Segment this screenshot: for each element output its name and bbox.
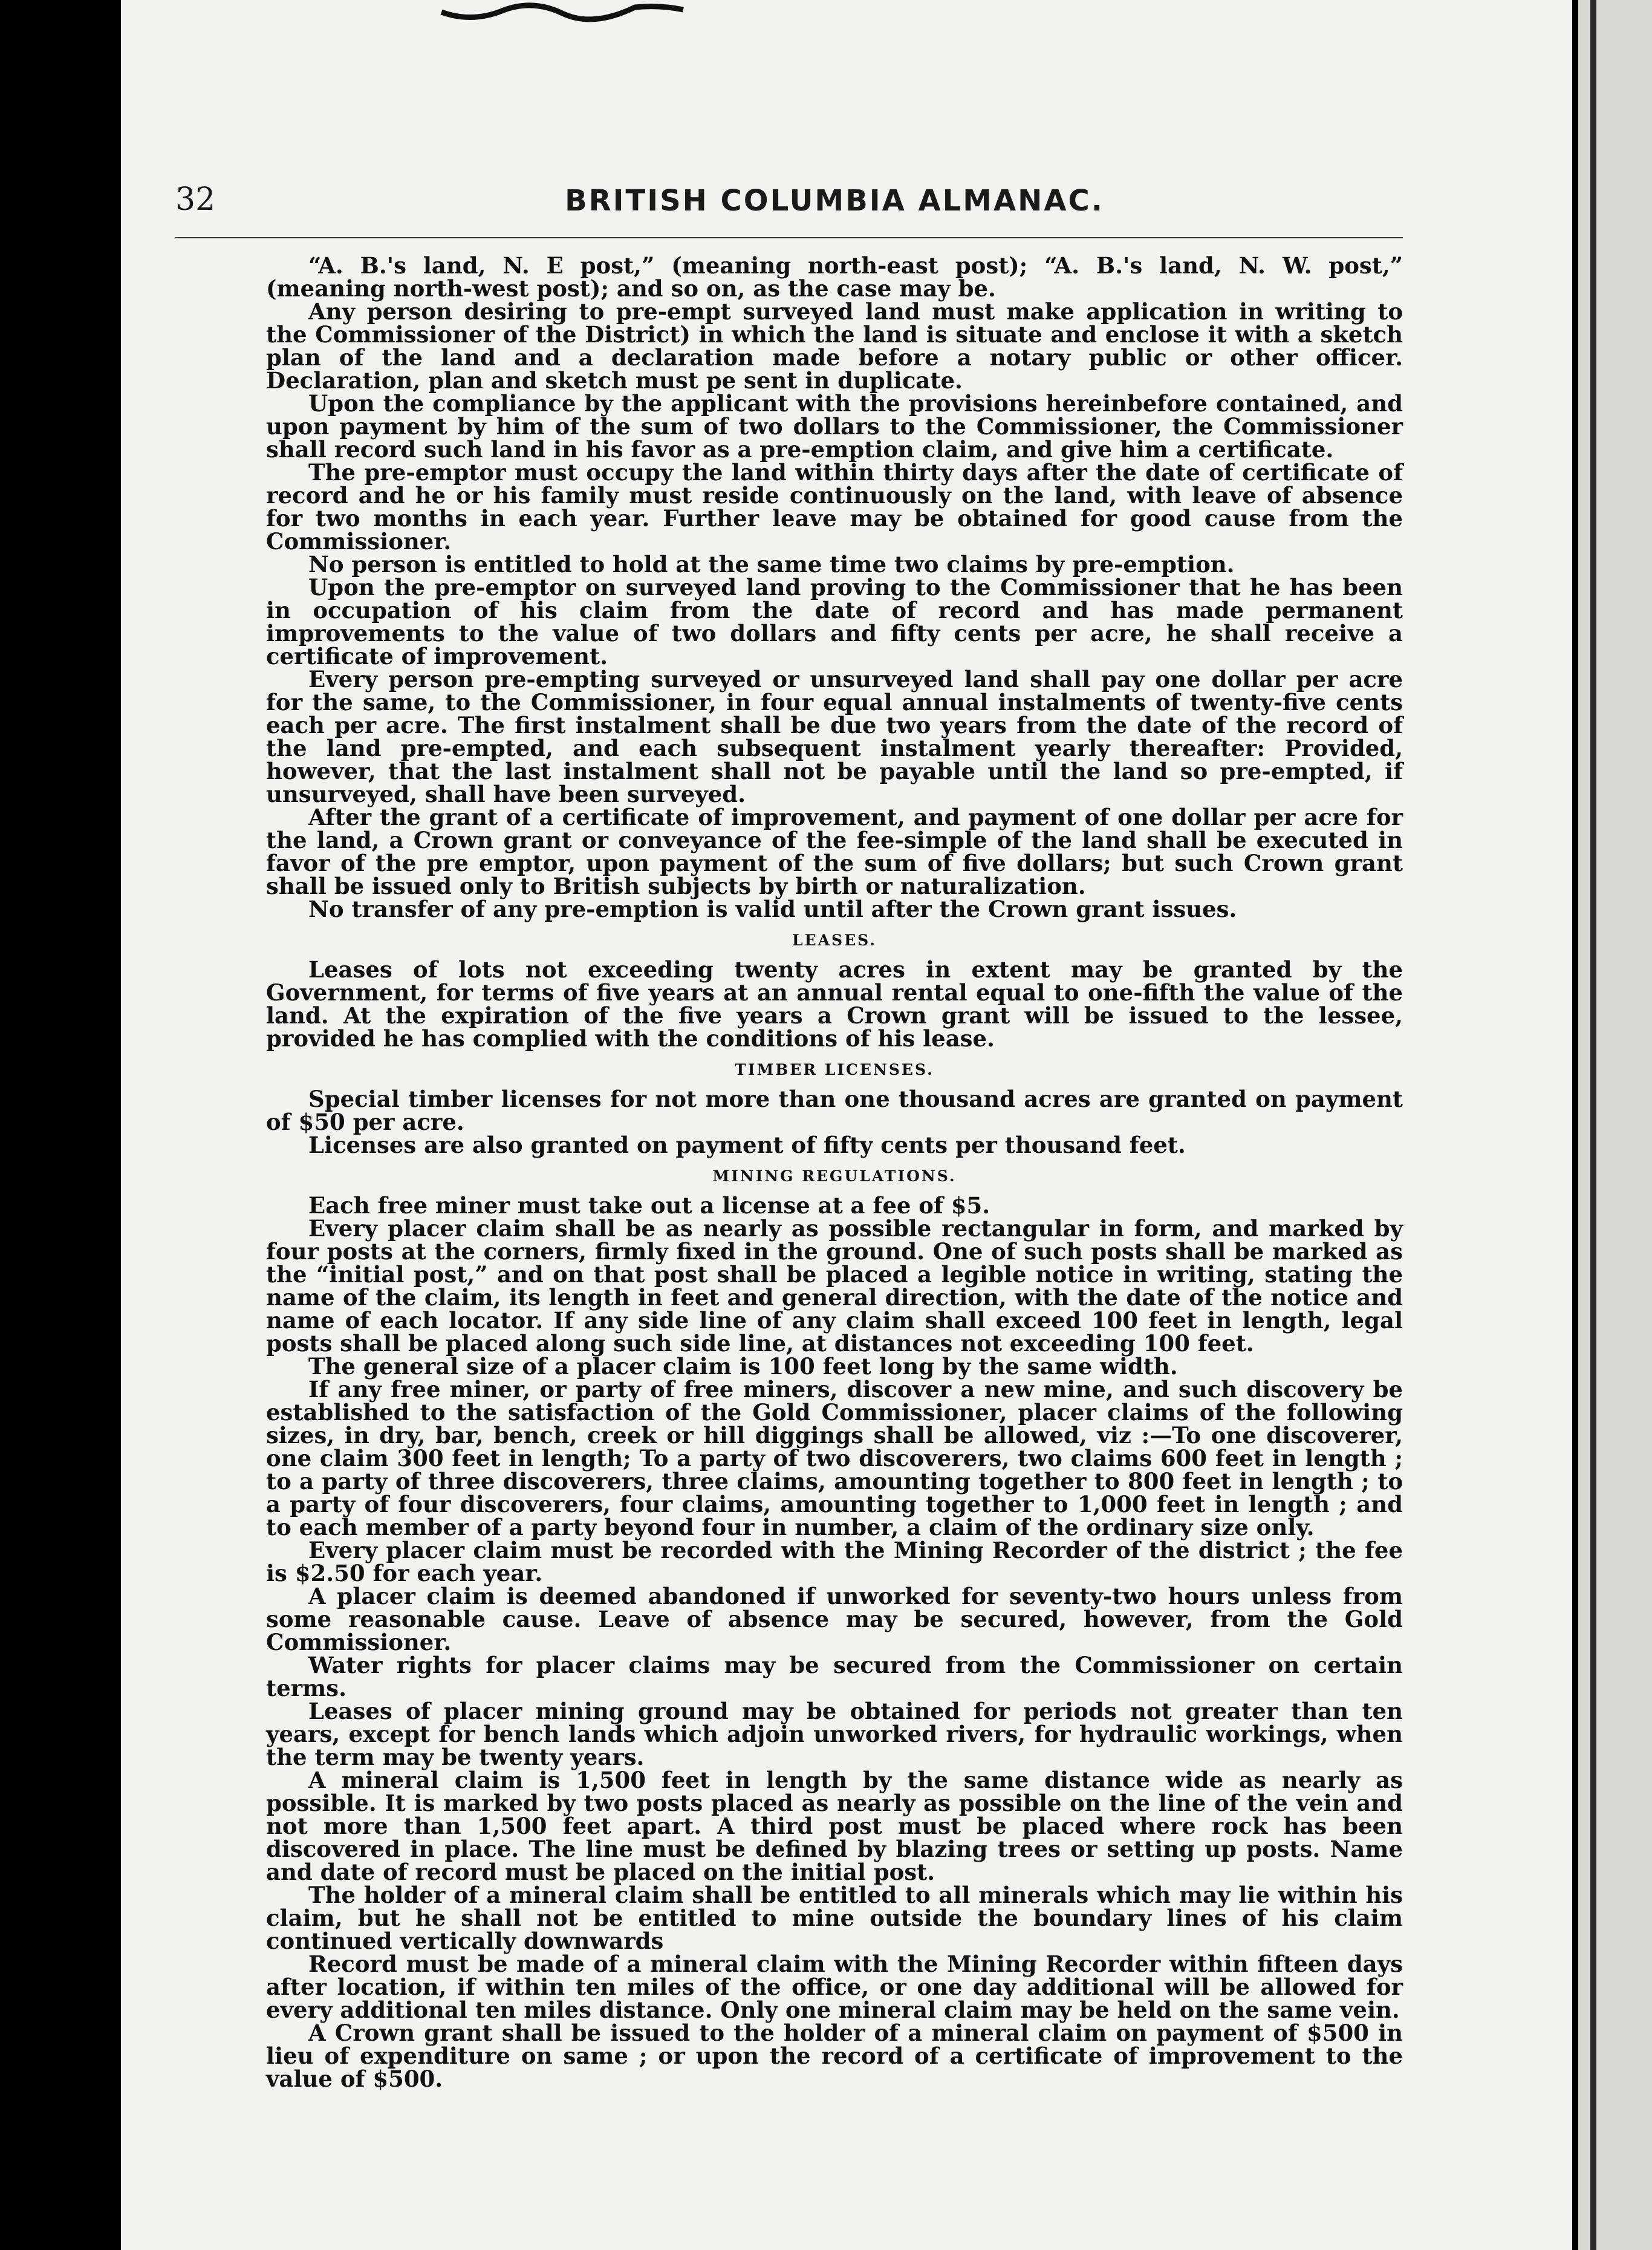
paragraph: The holder of a mineral claim shall be entitled to all minerals which may lie within his claim, but he shall not be entitled to mine outside the boundary lines of his claim continued vertically downwards <box>266 1882 1403 1954</box>
paragraph: Water rights for placer claims may be secured from the Commissioner on certain terms. <box>266 1652 1403 1701</box>
paragraph: Upon the compliance by the applicant with the provisions hereinbefore contained, and upon payment by him of the sum of two dollars to the Commissioner, the Commissioner shall record such land in his favor as a pre-emption claim, and give him a certificate. <box>266 390 1403 463</box>
paragraph: Upon the pre-emptor on surveyed land proving to the Commissioner that he has been in occupation of his claim from the date of record and has made permanent improvements to the value of two dollars and fifty cents per acre, he shall receive a certificate of improvement. <box>266 574 1403 670</box>
paragraph: The pre-emptor must occupy the land within thirty days after the date of certificate of record and he or his family must reside continuously on the land, with leave of absence for two months in each year. Further leave may be obtained for good cause from the Commissioner. <box>266 459 1403 555</box>
running-title: BRITISH COLUMBIA ALMANAC. <box>565 184 1104 218</box>
paragraph: Special timber licenses for not more than one thousand acres are granted on payment of $50 per acre. <box>266 1086 1403 1135</box>
paragraph: No person is entitled to hold at the same time two claims by pre-emption. <box>308 551 1235 578</box>
header-rule <box>175 237 1403 238</box>
paragraph: Leases of lots not exceeding twenty acres in extent may be granted by the Government, for terms of five years at an annual rental equal to one-fifth the value of the land. At the expiration of the five years a Crown grant will be issued to the lessee, provided he has complied with the conditions of his lease. <box>266 956 1403 1052</box>
paragraph: A placer claim is deemed abandoned if unworked for seventy-two hours unless from some reasonable cause. Leave of absence may be secured, however, from the Gold Commissioner. <box>266 1583 1403 1655</box>
paragraph: After the grant of a certificate of improvement, and payment of one dollar per acre for the land, a Crown grant or conveyance of the fee-simple of the land shall be executed in favor of the pre emptor, upon payment of the sum of five dollars; but such Crown grant shall be issued only to British subjects by birth or naturalization. <box>266 804 1403 899</box>
paragraph: Leases of placer mining ground may be obtained for periods not greater than ten years, except for bench lands which adjoin unworked rivers, for hydraulic workings, when the term may be twenty years. <box>266 1698 1403 1770</box>
page-body <box>266 254 1403 2090</box>
timber-section <box>266 1088 1403 1156</box>
page-number: 32 <box>175 181 216 218</box>
section-heading-leases: LEASES. <box>792 931 877 949</box>
paragraph: No transfer of any pre-emption is valid until after the Crown grant issues. <box>308 896 1237 922</box>
paragraph: If any free miner, or party of free miners, discover a new mine, and such discovery be established to the satisfaction of the Gold Commissioner, placer claims of the following sizes, in dry, bar, bench, creek or hill diggings shall be allowed, viz :—To one discoverer, one claim 300 feet in length; To a party of two discoverers, two claims 600 feet in length ; to a party of three discoverers, three claims, amounting together to 800 feet in length ; to a party of four discoverers, four claims, amounting together to 1,000 feet in length ; and to each member of a party beyond four in number, a claim of the ordinary size only. <box>266 1376 1403 1541</box>
leases-section <box>266 958 1403 1050</box>
page-header <box>175 181 1403 236</box>
paragraph: A Crown grant shall be issued to the holder of a mineral claim on payment of $500 in lieu of expenditure on same ; or upon the record of a certificate of improvement to the value of $500. <box>266 2020 1403 2092</box>
ink-scrawl <box>435 0 689 24</box>
mining-section <box>266 1194 1403 2090</box>
section-heading-timber-licenses: TIMBER LICENSES. <box>735 1061 934 1078</box>
paragraph: Every placer claim must be recorded with the Mining Recorder of the district ; the fee is $2.50 for each year. <box>266 1537 1403 1586</box>
paragraph: Licenses are also granted on payment of fifty cents per thousand feet. <box>308 1132 1186 1158</box>
paragraph: Every person pre-empting surveyed or unsurveyed land shall pay one dollar per acre for the same, to the Commissioner, in four equal annual instalments of twenty-five cents each per acre. The first instalment shall be due two years from the date of the record of the land pre-empted, and each subsequent instalment yearly thereafter: Provided, however, that the last instalment shall not be payable until the land so pre-empted, if unsurveyed, shall have been surveyed. <box>266 666 1403 807</box>
paragraph: A mineral claim is 1,500 feet in length by the same distance wide as nearly as possible. It is marked by two posts placed as nearly as possible on the line of the vein and not more than 1,500 feet apart. A third post must be placed where rock has been discovered in place. The line must be defined by blazing trees or setting up posts. Name and date of record must be placed on the initial post. <box>266 1767 1403 1885</box>
paragraph: “A. B.'s land, N. E post,” (meaning north-east post); “A. B.'s land, N. W. post,” (meaning north-west post); and so on, as the case may be. <box>266 252 1403 302</box>
section-heading-mining-regulations: MINING REGULATIONS. <box>712 1167 957 1185</box>
page-edge <box>1578 0 1652 2250</box>
paragraph: Each free miner must take out a license at a fee of $5. <box>308 1192 990 1219</box>
paragraph: Every placer claim shall be as nearly as possible rectangular in form, and marked by four posts at the corners, firmly fixed in the ground. One of such posts shall be marked as the “initial post,” and on that post shall be placed a legible notice in writing, stating the name of the claim, its length in feet and general direction, with the date of the notice and name of each locator. If any side line of any claim shall exceed 100 feet in length, legal posts shall be placed along such side line, at distances not exceeding 100 feet. <box>266 1215 1403 1357</box>
paragraph: Record must be made of a mineral claim with the Mining Recorder within fifteen days after location, if within ten miles of the office, or one day additional will be allowed for every additional ten miles distance. Only one mineral claim may be held on the same vein. <box>266 1951 1403 2023</box>
paragraph: The general size of a placer claim is 100 feet long by the same width. <box>308 1353 1178 1380</box>
paragraph: Any person desiring to pre-empt surveyed land must make application in writing to the Commissioner of the District) in which the land is situate and enclose it with a sketch plan of the land and a declaration made before a notary public or other officer. Declaration, plan and sketch must pe sent in duplicate. <box>266 298 1403 394</box>
preemption-section <box>266 254 1403 921</box>
binding-line <box>1590 0 1596 2250</box>
